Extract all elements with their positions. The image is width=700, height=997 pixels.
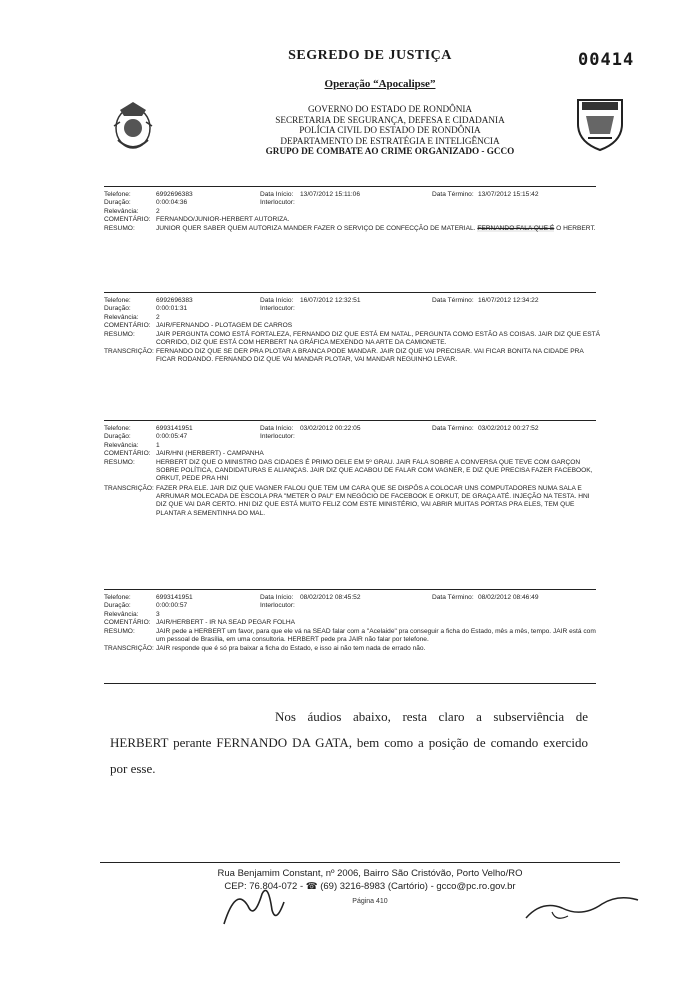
- telefone-label: Telefone:: [104, 297, 131, 304]
- footer-contact: CEP: 76.804-072 - ☎ (69) 3216-8983 (Cartório) - gcco@pc.ro.gov.br: [224, 880, 516, 892]
- comentario-value: JAIR/HERBERT - IR NA SEAD PEGAR FOLHA: [156, 619, 295, 627]
- state-coat-of-arms-icon: [108, 96, 158, 156]
- intercept-record-3: [104, 425, 594, 519]
- relevancia-value: 2: [156, 207, 160, 215]
- comentario-label: COMENTÁRIO:: [104, 619, 151, 627]
- data-inicio-label: Data Início:: [260, 425, 294, 432]
- police-badge-icon: [574, 94, 626, 152]
- intercept-record-4: [104, 594, 594, 653]
- data-termino-value: 16/07/2012 12:34:22: [478, 297, 539, 304]
- data-termino-value: 13/07/2012 15:15:42: [478, 191, 539, 198]
- comentario-label: COMENTÁRIO:: [104, 450, 151, 458]
- duracao-label: Duração:: [104, 305, 131, 313]
- transcricao-value: FAZER PRA ELE. JAIR DIZ QUE VAGNER FALOU QUE TEM UM CARA QUE SE DISPÔS A COLOCAR UNS COMPUTADORES NUMA SALA E ARRUMAR MOLECADA DE ESCOLA PRA "METER O PAU" EM NEGÓCIO DE FACEBOOK E ORKUT, DE GRAÇA ATÉ. INJEÇÃO NA TESTA. HNI DIZ QUE VAI DAR CERTO. HNI DIZ QUE ESTÁ MUITO FELIZ COM ESTE MINISTÉRIO, VAI ABRIR MUITAS PORTAS PRA ELES, TEM QUE PLANTAR A SEMENTINHA DO MAL.: [156, 484, 590, 517]
- data-inicio-value: 16/07/2012 12:32:51: [300, 297, 361, 304]
- telefone-value: 6993141951: [156, 594, 193, 601]
- interlocutor-label: Interlocutor:: [260, 305, 295, 313]
- telefone-label: Telefone:: [104, 425, 131, 432]
- intercept-record-1: [104, 191, 594, 233]
- agency-line: GRUPO DE COMBATE AO CRIME ORGANIZADO - GCCO: [265, 146, 515, 157]
- interlocutor-label: Interlocutor:: [260, 602, 295, 610]
- resumo-value: HERBERT DIZ QUE O MINISTRO DAS CIDADES É PRIMO DELE EM 5º GRAU. JAIR FALA SOBRE A CONVERSA QUE TEVE COM GARÇON SOBRE POLÍTICA, CANDIDATURAS E ALIANÇAS. JAIR DIZ QUE ACABOU DE FALAR COM VAGNER, E DIZ QUE PRECISA FAZER FACEBOOK, ORKUT, PEDE PRA HNI: [156, 458, 593, 483]
- relevancia-label: Relevância:: [104, 313, 139, 321]
- resumo-value: JUNIOR QUER SABER QUEM AUTORIZA MANDER FAZER O SERVIÇO DE CONFECÇÃO DE MATERIAL.: [156, 224, 476, 232]
- transcricao-label: TRANSCRIÇÃO:: [104, 484, 154, 492]
- telefone-label: Telefone:: [104, 594, 131, 601]
- interlocutor-label: Interlocutor:: [260, 433, 295, 441]
- relevancia-label: Relevância:: [104, 610, 139, 618]
- comentario-label: COMENTÁRIO:: [104, 216, 151, 224]
- transcricao-value: FERNANDO DIZ QUE SE DER PRA PLOTAR A BRANCA PODE MANDAR. JAIR DIZ QUE VAI PRECISAR. VAI FICAR BONITA NA CIDADE PRA FICAR RODANDO. FERNANDO DIZ QUE VAI MANDAR PLOTAR, VAI MANDAR NEGUINHO LEVAR.: [156, 347, 584, 363]
- data-termino-label: Data Término:: [432, 425, 474, 432]
- data-inicio-value: 08/02/2012 08:45:52: [300, 594, 361, 601]
- document-title: SEGREDO DE JUSTIÇA: [288, 48, 452, 63]
- resumo-label: RESUMO:: [104, 224, 135, 232]
- relevancia-label: Relevância:: [104, 441, 139, 449]
- telefone-value: 6993141951: [156, 425, 193, 432]
- data-termino-label: Data Término:: [432, 191, 474, 198]
- transcricao-value: JAIR responde que é só pra baixar a ficha do Estado, e isso ai não tem nada de errado não.: [156, 644, 426, 652]
- record-separator: [104, 292, 596, 293]
- record-separator: [104, 589, 596, 590]
- footer-rule: [100, 862, 620, 863]
- duracao-label: Duração:: [104, 602, 131, 610]
- resumo-label: RESUMO:: [104, 458, 135, 466]
- duracao-value: 0:00:04:36: [156, 199, 188, 207]
- comentario-value: JAIR/HNI (HERBERT) - CAMPANHA: [156, 450, 264, 458]
- resumo-label: RESUMO:: [104, 330, 135, 338]
- footer-address: Rua Benjamim Constant, nº 2006, Bairro São Cristóvão, Porto Velho/RO: [217, 868, 523, 879]
- operation-name: Operação “Apocalipse”: [324, 78, 436, 90]
- data-inicio-label: Data Início:: [260, 594, 294, 601]
- data-inicio-value: 03/02/2012 00:22:05: [300, 425, 361, 432]
- data-termino-value: 08/02/2012 08:46:49: [478, 594, 539, 601]
- duracao-label: Duração:: [104, 199, 131, 207]
- telefone-label: Telefone:: [104, 191, 131, 198]
- resumo-value: JAIR pede a HERBERT um favor, para que ele vá na SEAD falar com a "Acelaide" pra conseguir a ficha do Estado, mês a mês, tempo. JAIR está com um pessoal de Brasília, em uma consultoria. HERBERT pede pra JAIR não falar por telefone.: [156, 627, 596, 643]
- intercept-record-2: [104, 297, 601, 365]
- resumo-label: RESUMO:: [104, 627, 135, 635]
- interlocutor-label: Interlocutor:: [260, 199, 295, 207]
- data-termino-label: Data Término:: [432, 594, 474, 601]
- body-paragraph: Nos áudios abaixo, resta claro a subserviência de HERBERT perante FERNANDO DA GATA, bem como a posição de comando exercido por esse.: [110, 709, 588, 776]
- duracao-value: 0:00:05:47: [156, 433, 188, 441]
- agency-line: POLÍCIA CIVIL DO ESTADO DE RONDÔNIA: [299, 125, 481, 136]
- data-termino-label: Data Término:: [432, 297, 474, 304]
- resumo-text: [156, 225, 602, 233]
- telefone-value: 6992696383: [156, 297, 193, 304]
- relevancia-value: 3: [156, 610, 160, 618]
- data-inicio-label: Data Início:: [260, 297, 294, 304]
- resumo-marked-text: FERNANDO FALA QUE É: [477, 224, 555, 232]
- signature-icon: [218, 880, 288, 930]
- comentario-value: FERNANDO/JUNIOR-HERBERT AUTORIZA.: [156, 216, 290, 224]
- signature-icon: [522, 888, 642, 928]
- comentario-value: JAIR/FERNANDO - PLOTAGEM DE CARROS: [156, 322, 293, 330]
- page-number: Página 410: [352, 898, 388, 905]
- duracao-value: 0:00:00:57: [156, 602, 188, 610]
- transcricao-label: TRANSCRIÇÃO:: [104, 644, 154, 652]
- agency-line: SECRETARIA DE SEGURANÇA, DEFESA E CIDADANIA: [275, 114, 505, 125]
- data-termino-value: 03/02/2012 00:27:52: [478, 425, 539, 432]
- duracao-value: 0:00:01:31: [156, 305, 188, 313]
- data-inicio-value: 13/07/2012 15:11:06: [300, 191, 361, 198]
- resumo-value: JAIR PERGUNTA COMO ESTÁ FORTALEZA, FERNANDO DIZ QUE ESTÁ EM NATAL, PERGUNTA COMO ESTÃO AS COISAS. JAIR DIZ QUE ESTÁ CORRIDO, DIZ QUE ESTÁ COM HERBERT NA GRÁFICA MEXENDO NA ARTE DA CAMIONETE.: [156, 330, 601, 346]
- resumo-tail-text: O HERBERT.: [556, 224, 596, 232]
- agency-block: [200, 104, 580, 157]
- agency-line: GOVERNO DO ESTADO DE RONDÔNIA: [307, 104, 473, 114]
- comentario-label: COMENTÁRIO:: [104, 322, 151, 330]
- page-number-stamp: 00414: [578, 50, 635, 70]
- telefone-value: 6992696383: [156, 191, 193, 198]
- record-separator: [104, 420, 596, 421]
- transcricao-label: TRANSCRIÇÃO:: [104, 347, 154, 355]
- relevancia-value: 1: [156, 441, 160, 449]
- duracao-label: Duração:: [104, 433, 131, 441]
- relevancia-value: 2: [156, 313, 160, 321]
- record-separator: [104, 186, 596, 187]
- record-separator: [104, 683, 596, 684]
- relevancia-label: Relevância:: [104, 207, 139, 215]
- data-inicio-label: Data Início:: [260, 191, 294, 198]
- agency-line: DEPARTAMENTO DE ESTRATÉGIA E INTELIGÊNCIA: [280, 135, 500, 146]
